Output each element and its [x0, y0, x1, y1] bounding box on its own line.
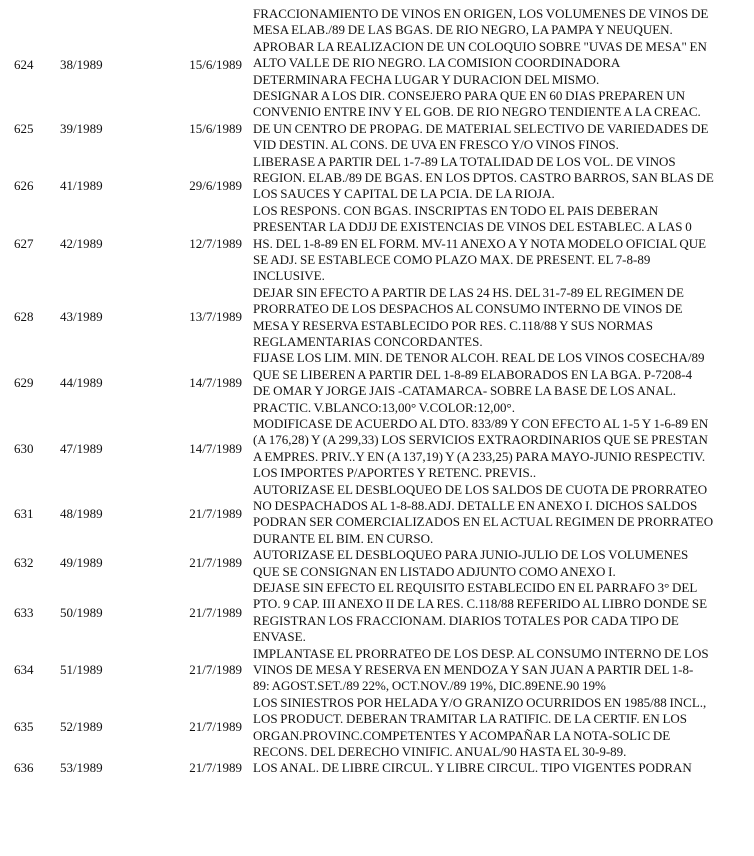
entry-number: 625 [14, 120, 34, 136]
resolution-description [253, 760, 749, 776]
description-line: MESA ELAB./89 DE LAS BGAS. DE RIO NEGRO, LA PAMPA Y NEUQUEN. [253, 22, 673, 38]
resolution-description [253, 203, 749, 285]
resolution-date: 21/7/1989 [189, 555, 242, 571]
entry-number: 635 [14, 719, 34, 735]
resolution-description [253, 646, 749, 695]
description-line: 89: AGOST.SET./89 22%, OCT.NOV./89 19%, DIC.89ENE.90 19% [253, 678, 606, 694]
entry-number: 626 [14, 178, 34, 194]
resolution-date: 14/7/1989 [189, 374, 242, 390]
entry-number: 636 [14, 760, 34, 776]
description-line: NO DESPACHADOS AL 1-8-88.ADJ. DETALLE EN ANEXO I. DICHOS SALDOS [253, 498, 698, 513]
resolution-date: 21/7/1989 [189, 719, 242, 735]
description-line: REGION. ELAB./89 DE BGAS. EN LOS DPTOS. CASTRO BARROS, SAN BLAS DE [253, 170, 714, 185]
entry-number: 628 [14, 309, 34, 325]
description-line: VINOS DE MESA Y RESERVA EN MENDOZA Y SAN JUAN A PARTIR DEL 1-8- [253, 662, 694, 677]
entry-number: 630 [14, 440, 34, 456]
description-line: LOS SAUCES Y CAPITAL DE LA PCIA. DE LA RIOJA. [253, 186, 555, 202]
description-line: LIBERASE A PARTIR DEL 1-7-89 LA TOTALIDAD DE LOS VOL. DE VINOS [253, 153, 676, 169]
entry-number: 632 [14, 555, 34, 571]
description-line: REGISTRAN LOS FRACCIONAM. DIARIOS TOTALES POR CADA TIPO DE [253, 612, 679, 628]
resolution-description [253, 88, 749, 154]
description-line: LOS IMPORTES P/APORTES Y RETENC. PREVIS.. [253, 465, 537, 481]
description-line: DEJAR SIN EFECTO A PARTIR DE LAS 24 HS. DEL 31-7-89 EL REGIMEN DE [253, 284, 684, 300]
entry-number: 633 [14, 604, 34, 620]
description-line: PRACTIC. V.BLANCO:13,00° V.COLOR:12,00°. [253, 399, 515, 415]
description-line: (A 176,28) Y (A 299,33) LOS SERVICIOS EXTRAORDINARIOS QUE SE PRESTAN [253, 432, 708, 448]
resolution-description [253, 547, 749, 580]
resolution-date: 21/7/1989 [189, 506, 242, 522]
resolution-number: 39/1989 [60, 120, 103, 136]
entry-number: 631 [14, 506, 34, 522]
description-line: FRACCIONAMIENTO DE VINOS EN ORIGEN, LOS VOLUMENES DE VINOS DE [253, 6, 709, 21]
description-line: LOS RESPONS. CON BGAS. INSCRIPTAS EN TODO EL PAIS DEBERAN [253, 202, 659, 218]
resolution-description [253, 6, 749, 88]
entry-number: 627 [14, 235, 34, 251]
description-line: AUTORIZASE EL DESBLOQUEO PARA JUNIO-JULIO DE LOS VOLUMENES [253, 547, 689, 563]
resolution-number: 43/1989 [60, 309, 103, 325]
resolution-description [253, 416, 749, 482]
entry-number: 634 [14, 661, 34, 677]
description-line: PTO. 9 CAP. III ANEXO II DE LA RES. C.118/88 REFERIDO AL LIBRO DONDE SE [253, 596, 708, 612]
resolution-date: 21/7/1989 [189, 661, 242, 677]
resolution-date: 21/7/1989 [189, 760, 242, 776]
description-line: DE OMAR Y JORGE JAIS -CATAMARCA- SOBRE LA BASE DE LOS ANAL. [253, 383, 676, 399]
resolution-date: 15/6/1989 [189, 56, 242, 72]
resolution-date: 29/6/1989 [189, 178, 242, 194]
resolution-description [253, 695, 749, 761]
description-line: DESIGNAR A LOS DIR. CONSEJERO PARA QUE EN 60 DIAS PREPAREN UN [253, 88, 685, 103]
resolution-date: 12/7/1989 [189, 235, 242, 251]
description-line: ALTO VALLE DE RIO NEGRO. LA COMISION COORDINADORA [253, 55, 621, 71]
description-line: DEJASE SIN EFECTO EL REQUISITO ESTABLECIDO EN EL PARRAFO 3° DEL [253, 580, 698, 595]
resolution-description [253, 580, 749, 646]
resolution-number: 51/1989 [60, 661, 103, 677]
resolution-number: 41/1989 [60, 178, 103, 194]
description-line: DURANTE EL BIM. EN CURSO. [253, 530, 434, 546]
description-line: A EMPRES. PRIV..Y EN (A 137,19) Y (A 233,25) PARA MAYO-JUNIO RESPECTIV. [253, 448, 706, 464]
resolution-description [253, 154, 749, 203]
resolution-number: 42/1989 [60, 235, 103, 251]
description-line: LOS PRODUCT. DEBERAN TRAMITAR LA RATIFIC. DE LA CERTIF. EN LOS [253, 711, 688, 727]
description-line: AUTORIZASE EL DESBLOQUEO DE LOS SALDOS DE CUOTA DE PRORRATEO [253, 481, 708, 497]
description-line: IMPLANTASE EL PRORRATEO DE LOS DESP. AL CONSUMO INTERNO DE LOS [253, 645, 709, 661]
description-line: VID DESTIN. AL CONS. DE UVA EN FRESCO Y/O VINOS FINOS. [253, 137, 619, 153]
description-line: LOS ANAL. DE LIBRE CIRCUL. Y LIBRE CIRCUL. TIPO VIGENTES PODRAN [253, 760, 692, 776]
resolution-number: 38/1989 [60, 56, 103, 72]
description-line: DETERMINARA FECHA LUGAR Y DURACION DEL MISMO. [253, 71, 600, 87]
entry-number: 624 [14, 56, 34, 72]
resolution-description [253, 285, 749, 351]
description-line: MODIFICASE DE ACUERDO AL DTO. 833/89 Y CON EFECTO AL 1-5 Y 1-6-89 EN [253, 416, 709, 431]
resolution-date: 15/6/1989 [189, 120, 242, 136]
description-line: FIJASE LOS LIM. MIN. DE TENOR ALCOH. REAL DE LOS VINOS COSECHA/89 [253, 350, 705, 366]
entry-number: 629 [14, 374, 34, 390]
resolution-number: 50/1989 [60, 604, 103, 620]
description-line: ENVASE. [253, 629, 306, 645]
description-line: PRORRATEO DE LOS DESPACHOS AL CONSUMO INTERNO DE VINOS DE [253, 301, 683, 317]
description-line: SE ADJ. SE ESTABLECE COMO PLAZO MAX. DE PRESENT. EL 7-8-89 [253, 252, 651, 268]
description-line: APROBAR LA REALIZACION DE UN COLOQUIO SOBRE "UVAS DE MESA" EN [253, 38, 707, 54]
description-line: RECONS. DEL DERECHO VINIFIC. ANUAL/90 HASTA EL 30-9-89. [253, 744, 627, 760]
description-line: LOS SINIESTROS POR HELADA Y/O GRANIZO OCURRIDOS EN 1985/88 INCL., [253, 694, 707, 710]
description-line: PODRAN SER COMERCIALIZADOS EN EL ACTUAL REGIMEN DE PRORRATEO [253, 514, 714, 530]
description-line: REGLAMENTARIAS CONCORDANTES. [253, 334, 483, 350]
description-line: INCLUSIVE. [253, 268, 325, 284]
resolution-description [253, 350, 749, 416]
description-line: PRESENTAR LA DDJJ DE EXISTENCIAS DE VINOS DEL ESTABLEC. A LAS 0 [253, 219, 692, 235]
description-line: QUE SE CONSIGNAN EN LISTADO ADJUNTO COMO ANEXO I. [253, 563, 616, 579]
resolution-date: 14/7/1989 [189, 440, 242, 456]
resolution-number: 53/1989 [60, 760, 103, 776]
resolution-number: 44/1989 [60, 374, 103, 390]
description-line: DE UN CENTRO DE PROPAG. DE MATERIAL SELECTIVO DE VARIEDADES DE [253, 120, 709, 136]
resolution-number: 52/1989 [60, 719, 103, 735]
description-line: QUE SE LIBEREN A PARTIR DEL 1-8-89 ELABORADOS EN LA BGA. P-7208-4 [253, 366, 693, 382]
resolution-number: 48/1989 [60, 506, 103, 522]
resolution-number: 49/1989 [60, 555, 103, 571]
resolution-description [253, 482, 749, 548]
description-line: HS. DEL 1-8-89 EN EL FORM. MV-11 ANEXO A Y NOTA MODELO OFICIAL QUE [253, 235, 707, 251]
resolution-date: 13/7/1989 [189, 309, 242, 325]
description-line: CONVENIO ENTRE INV Y EL GOB. DE RIO NEGRO TENDIENTE A LA CREAC. [253, 104, 701, 120]
description-line: ORGAN.PROVINC.COMPETENTES Y ACOMPAÑAR LA NOTA-SOLIC DE [253, 727, 671, 743]
resolution-number: 47/1989 [60, 440, 103, 456]
resolution-date: 21/7/1989 [189, 604, 242, 620]
description-line: MESA Y RESERVA ESTABLECIDO POR RES. C.118/88 Y SUS NORMAS [253, 317, 653, 333]
